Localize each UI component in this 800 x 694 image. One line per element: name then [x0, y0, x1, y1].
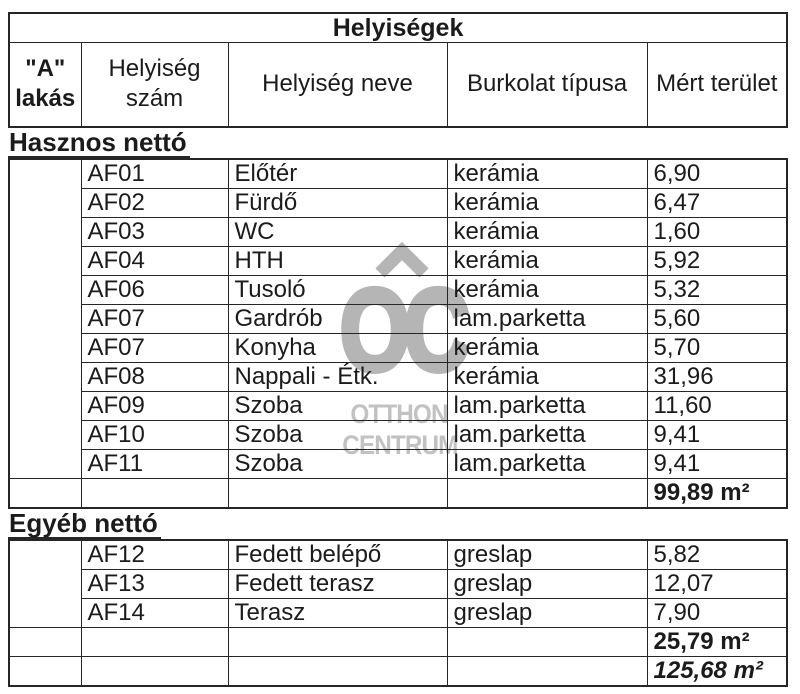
area-cell: 31,96 [647, 362, 787, 391]
table-row [9, 188, 787, 217]
room-name-cell: WC [228, 217, 447, 246]
room-name-cell: Fürdő [228, 188, 447, 217]
empty-cell [447, 627, 647, 656]
floor-type-cell: kerámia [447, 275, 647, 304]
room-number-cell: AF07 [81, 333, 228, 362]
empty-cell [228, 478, 447, 508]
section-total-cell: 25,79 m² [647, 627, 787, 656]
floor-type-cell: kerámia [447, 246, 647, 275]
column-header-measured-area: Mért terület [647, 43, 787, 127]
room-number-cell: AF08 [81, 362, 228, 391]
room-number-cell: AF13 [81, 569, 228, 598]
table-row [9, 333, 787, 362]
floor-type-cell: kerámia [447, 362, 647, 391]
column-header-apartment: "A" lakás [9, 43, 81, 127]
room-number-cell: AF03 [81, 217, 228, 246]
floor-type-cell: kerámia [447, 188, 647, 217]
room-number-cell: AF04 [81, 246, 228, 275]
table-row [9, 420, 787, 449]
watermark-line-otthon: OTTHON [350, 399, 448, 429]
room-name-cell: Nappali - Étk. [228, 362, 447, 391]
area-cell: 1,60 [647, 217, 787, 246]
table-row [9, 391, 787, 420]
empty-cell [9, 656, 81, 686]
room-number-cell: AF06 [81, 275, 228, 304]
floor-type-cell: kerámia [447, 159, 647, 189]
room-number-cell: AF11 [81, 449, 228, 478]
room-name-cell: HTH [228, 246, 447, 275]
area-cell: 6,47 [647, 188, 787, 217]
area-cell: 7,90 [647, 598, 787, 627]
section-heading-egyeb-netto: Egyéb nettó [8, 511, 161, 539]
table-row [9, 275, 787, 304]
area-cell: 5,32 [647, 275, 787, 304]
area-cell: 5,92 [647, 246, 787, 275]
room-name-cell: Terasz [228, 598, 447, 627]
room-number-cell: AF14 [81, 598, 228, 627]
watermark-line-centrum: CENTRUM [342, 430, 458, 460]
empty-cell [81, 627, 228, 656]
empty-cell [228, 627, 447, 656]
room-number-cell: AF10 [81, 420, 228, 449]
table-row [9, 304, 787, 333]
hasznos-netto-table [8, 158, 788, 509]
empty-cell [9, 478, 81, 508]
oc-logo-text: OC [339, 266, 464, 396]
room-name-cell: Fedett terasz [228, 569, 447, 598]
section-total-row [9, 627, 787, 656]
section-heading-hasznos-netto: Hasznos nettó [8, 130, 190, 158]
apartment-column-spacer [9, 159, 81, 479]
area-cell: 9,41 [647, 449, 787, 478]
table-row [9, 598, 787, 627]
room-name-cell: Konyha [228, 333, 447, 362]
empty-cell [9, 627, 81, 656]
section-heading-row [8, 128, 792, 158]
floor-type-cell: lam.parketta [447, 420, 647, 449]
table-title: Helyiségek [9, 13, 787, 43]
area-cell: 5,70 [647, 333, 787, 362]
room-name-cell: Szoba [228, 449, 447, 478]
egyeb-netto-table [8, 539, 788, 687]
empty-cell [447, 478, 647, 508]
room-number-cell: AF09 [81, 391, 228, 420]
area-cell: 12,07 [647, 569, 787, 598]
table-row [9, 540, 787, 570]
grand-total-row [9, 656, 787, 686]
area-cell: 5,60 [647, 304, 787, 333]
apartment-column-spacer [9, 540, 81, 628]
floor-type-cell: lam.parketta [447, 449, 647, 478]
room-name-cell: Tusoló [228, 275, 447, 304]
table-row [9, 362, 787, 391]
room-name-cell: Előtér [228, 159, 447, 189]
room-name-cell: Szoba [228, 420, 447, 449]
room-name-cell: Gardrób [228, 304, 447, 333]
empty-cell [447, 656, 647, 686]
empty-cell [81, 478, 228, 508]
room-number-cell: AF12 [81, 540, 228, 570]
area-cell: 6,90 [647, 159, 787, 189]
table-row [9, 569, 787, 598]
room-number-cell: AF07 [81, 304, 228, 333]
empty-cell [228, 656, 447, 686]
floor-type-cell: kerámia [447, 333, 647, 362]
column-header-floor-type: Burkolat típusa [447, 43, 647, 127]
floor-type-cell: lam.parketta [447, 391, 647, 420]
floor-type-cell: greslap [447, 598, 647, 627]
table-row [9, 159, 787, 189]
area-cell: 11,60 [647, 391, 787, 420]
room-name-cell: Szoba [228, 391, 447, 420]
section-total-row [9, 478, 787, 508]
section-total-cell: 99,89 m² [647, 478, 787, 508]
section-heading-row [8, 509, 792, 539]
rooms-header-table [8, 12, 788, 128]
area-cell: 9,41 [647, 420, 787, 449]
floor-type-cell: lam.parketta [447, 304, 647, 333]
column-header-room-name: Helyiség neve [228, 43, 447, 127]
floor-type-cell: greslap [447, 540, 647, 570]
floor-type-cell: greslap [447, 569, 647, 598]
empty-cell [81, 656, 228, 686]
area-cell: 5,82 [647, 540, 787, 570]
floor-type-cell: kerámia [447, 217, 647, 246]
table-row [9, 449, 787, 478]
column-header-room-number: Helyiség szám [81, 43, 228, 127]
room-number-cell: AF02 [81, 188, 228, 217]
room-name-cell: Fedett belépő [228, 540, 447, 570]
grand-total-cell: 125,68 m² [647, 656, 787, 686]
room-number-cell: AF01 [81, 159, 228, 189]
table-row [9, 246, 787, 275]
table-row [9, 217, 787, 246]
